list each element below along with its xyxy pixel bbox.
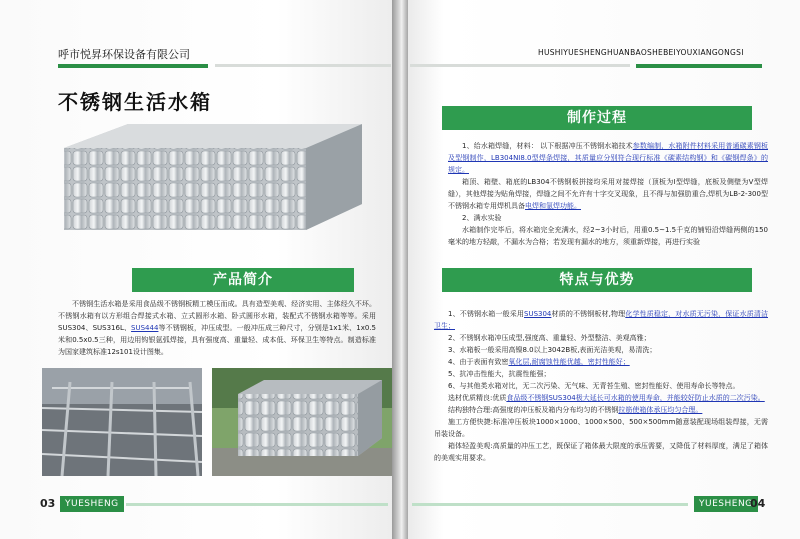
page-title: 不锈钢生活水箱 (58, 90, 212, 114)
footer-rule (412, 503, 688, 506)
section-header-process: 制作过程 (442, 106, 752, 130)
features-text: 1、不锈钢水箱一般采用SUS304材质的不锈钢板材,物理化学性质稳定，对水质无污染，保证水质清洁卫生； 2、不锈钢水箱冲压成型,强度高、重量轻、外型整洁、美观高雅； 3、水箱板一般采用高镍8.0以上3042B板,表面光洁美观，易清洗； 4、由于表面有致密氧化层,耐腐蚀性能优越，密封性能好； 5、抗冲击性能大，抗震性能强； 6、与其他类水箱对比，无二次污染、无气味、无青苔生殖、密封性能好、使用寿命长等特点。 选材优质精良:优质食品级不锈钢SUS304极大延长可水箱的使用寿命，并能较好防止水质的二次污染。 结构独特合理:高强度的冲压板及箱内分布均匀的不锈钢拉筋使箱体承压均匀合理。 施工方便快捷:标准冲压板块1000×1000、1000×500、500×500mm随意装配现场组装焊接，无需吊装设备。 箱体轻盈美观:高质量的冲压工艺，既保证了箱体最大限度的承压需要，又降低了材料厚度，满足了箱体的美观实用要求。 (434, 310, 768, 462)
header-rule (410, 64, 630, 67)
company-pinyin-header: HUSHIYUESHENGHUANBAOSHEBEIYOUXIANGONGSI (538, 48, 744, 57)
page-number: 03 (40, 497, 56, 510)
header-rule (215, 64, 391, 67)
header-accent-bar (636, 64, 762, 68)
page-number: 04 (750, 497, 766, 510)
brand-badge: YUESHENG (60, 496, 124, 512)
section-header-product-intro: 产品简介 (132, 268, 354, 292)
product-intro-text: 不锈钢生活水箱是采用食品级不锈钢板精工模压而成。具有造型美观、经济实用、主体经久不坏。不锈钢水箱有以方形组合焊接式水箱、立式圆形水箱、卧式圆形水箱，装配式不锈钢水箱等等。采用SUS304、SUS316L、SUS444等不锈钢板，冲压成型。一般冲压成三种尺寸，分别是1x1米、1x0.5米和0.5x0.5三种，用边用钩银氩弧焊接，具有强度高、重量轻、成本低、环保卫生等特点。制造标准为国家建筑标准12s101设计图集。 (58, 300, 376, 356)
left-page (0, 0, 396, 539)
workshop-photo (42, 368, 202, 476)
footer-rule (126, 503, 388, 506)
brand-badge: YUESHENG (694, 496, 758, 512)
water-tank-product-photo (56, 118, 368, 238)
book-spine (392, 0, 408, 539)
process-text: 1、给水箱焊缝，材料： 以下根据冲压不锈钢水箱技术参数编制，水箱附件材料采用普通碳素钢板及型钢制作，LB304NI8.0型焊条焊接，其质量应分别符合现行标准《碳素结构钢》和《碳钢焊条》的规定。 箱顶、箱壁、箱底的LB304不锈钢板拼接均采用对接焊接（顶板为I型焊缝，底板及侧壁为V型焊缝），其他焊接为贴角焊接，焊缝之间不允许有十字交叉现象，且不得与加强肋重合,焊机为LB-2-300型不锈钢水箱专用焊机具备电焊和氩焊功能。 2、满水实验 水箱制作完毕后，将水箱完全充满水，经2~3小时后，用重0.5~1.5千克的铺铅沿焊缝两侧的150毫米的地方轻敲，不漏水为合格；若发现有漏水的地方，须重新焊接，再进行实验 (448, 142, 769, 246)
company-name: 呼市悦昇环保设备有限公司 (58, 48, 190, 61)
section-header-features: 特点与优势 (442, 268, 752, 292)
header-accent-bar (58, 64, 208, 68)
right-page (404, 0, 800, 539)
installed-tank-photo (212, 368, 394, 476)
